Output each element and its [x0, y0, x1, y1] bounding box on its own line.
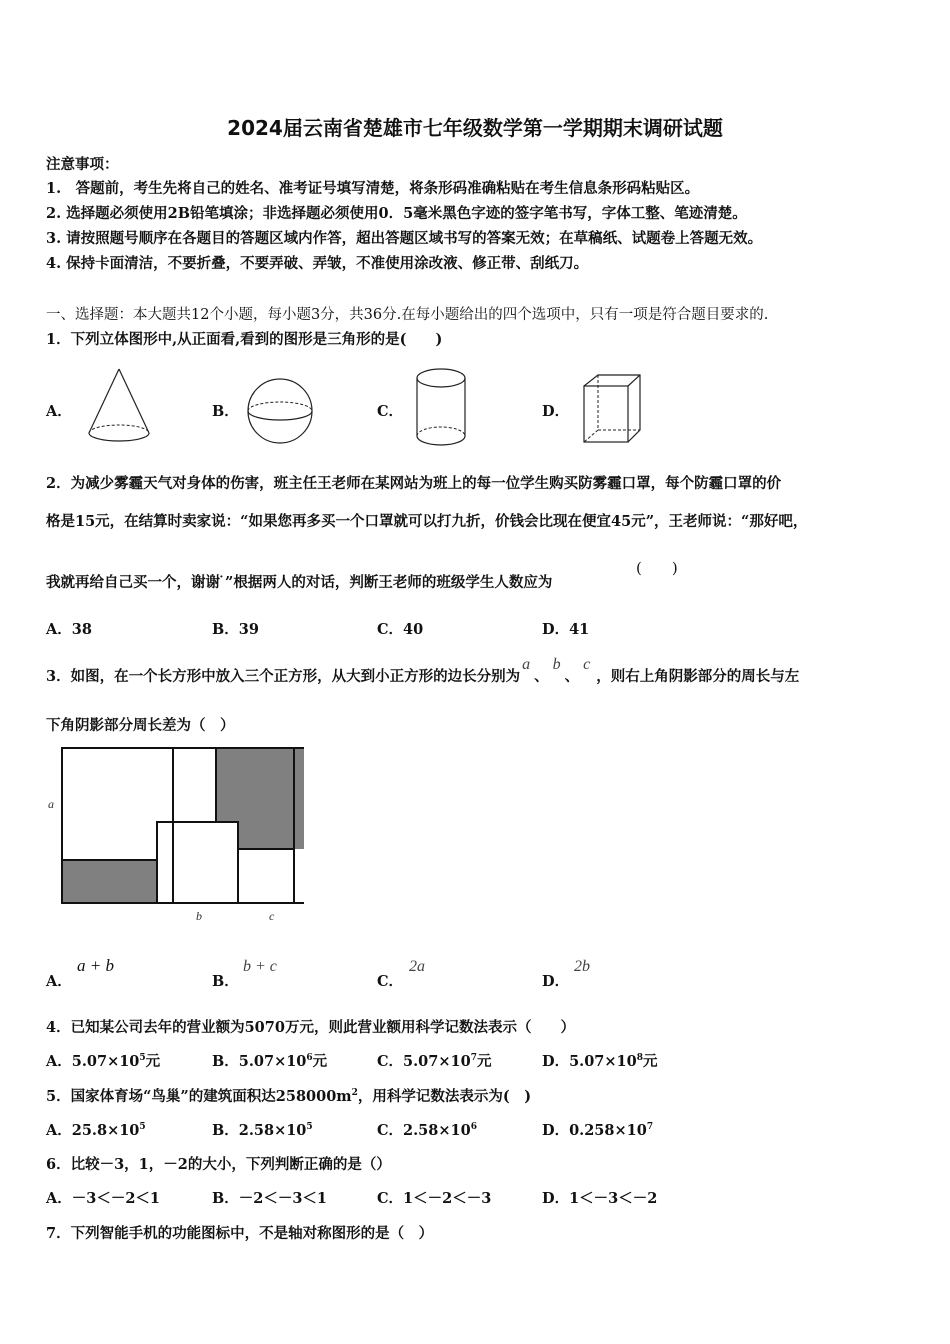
question-6: 6．比较－3，1，－2的大小，下列判断正确的是（） [46, 1156, 391, 1173]
question-1: 1．下列立体图形中,从正面看,看到的图形是三角形的是( ) [46, 331, 443, 348]
question-4: 4．已知某公司去年的营业额为5070万元，则此营业额用科学记数法表示（ ） [46, 1019, 575, 1036]
option-a: A．$25.8\times 10^5$ [46, 1122, 146, 1139]
option-b: B．$2.58\times 10^5$ [212, 1122, 313, 1139]
separator: 、 [564, 668, 580, 685]
sphere-icon [245, 375, 315, 447]
option-d: D．1＜－3＜－2 [542, 1190, 658, 1207]
var-a: a [522, 656, 531, 673]
option-c-value: 2a [409, 958, 425, 975]
option-b: B．39 [212, 621, 259, 638]
option-d: D．$5.07\times 10^8$元 [542, 1053, 658, 1070]
option-a: A．38 [46, 621, 92, 638]
question-3-line2: 下角阴影部分周长差为（ ） [46, 717, 235, 734]
note-item: 1. 答题前，考生先将自己的姓名、准考证号填写清楚，将条形码准确粘贴在考生信息条形码粘贴区。 [46, 180, 700, 197]
option-b: B．－2＜－3＜1 [212, 1190, 328, 1207]
option-a-label: A． [46, 403, 72, 420]
question-3-line1 [46, 656, 800, 686]
option-d-label: D． [542, 403, 570, 420]
option-a: A．－3＜－2＜1 [46, 1190, 161, 1207]
option-c-label: C． [377, 403, 404, 420]
question-3-pre: 3．如图，在一个长方形中放入三个正方形，从大到小正方形的边长分别为 [46, 668, 521, 685]
option-c: C．1＜－2＜－3 [377, 1190, 492, 1207]
var-c: c [583, 656, 591, 673]
notes-heading: 注意事项： [46, 156, 119, 173]
option-a: A．$5.07\times 10^5$元 [46, 1053, 161, 1070]
question-5: 5．国家体育场“鸟巢”的建筑面积达$258000m^2$，用科学记数法表示为( ) [46, 1088, 532, 1105]
question-2-line3: 我就再给自己买一个，谢谢 ̇”根据两人的对话，判断王老师的班级学生人数应为 [46, 574, 553, 591]
option-b: B．$5.07\times 10^6$元 [212, 1053, 328, 1070]
answer-paren: ( ) [636, 559, 678, 577]
rectangle-squares-figure [44, 742, 304, 927]
option-d-label: D． [542, 973, 570, 990]
option-a-label: A． [46, 973, 72, 990]
var-b: b [552, 656, 561, 673]
option-b-label: B． [212, 973, 239, 990]
question-3-post: ，则右上角阴影部分的周长与左 [596, 668, 800, 685]
page-title: 2024届云南省楚雄市七年级数学第一学期期末调研试题 [227, 116, 723, 140]
question-2-line1: 2．为减少雾霾天气对身体的伤害，班主任王老师在某网站为班上的每一位学生购买防雾霾口罩，每个防霾口罩的价 [46, 475, 782, 492]
option-c: C．40 [377, 621, 424, 638]
cube-icon [580, 372, 646, 446]
option-b-value: b + c [243, 958, 277, 975]
figure-label-a: a [48, 797, 54, 811]
question-7: 7．下列智能手机的功能图标中，不是轴对称图形的是（ ） [46, 1225, 434, 1242]
option-c: C．$2.58\times 10^6$ [377, 1122, 477, 1139]
question-2-line2: 格是15元，在结算时卖家说：“如果您再多买一个口罩就可以打九折，价钱会比现在便宜45元”，王老师说：“那好吧， [46, 513, 808, 530]
option-d: D．41 [542, 621, 590, 638]
figure-label-b: b [196, 909, 202, 923]
option-c-label: C． [377, 973, 404, 990]
figure-label-c: c [269, 909, 275, 923]
section-heading: 一、选择题：本大题共12个小题，每小题3分，共36分.在每小题给出的四个选项中，只有一项是符合题目要求的. [46, 307, 769, 323]
cone-icon [84, 366, 154, 448]
option-d: D．$0.258\times 10^7$ [542, 1122, 654, 1139]
note-item: 3. 请按照题号顺序在各题目的答题区域内作答，超出答题区域书写的答案无效；在草稿纸、试题卷上答题无效。 [46, 230, 763, 247]
option-c: C．$5.07\times 10^7$元 [377, 1053, 492, 1070]
option-d-value: 2b [574, 958, 590, 975]
separator: 、 [534, 668, 549, 685]
note-item: 2. 选择题必须使用2B铅笔填涂；非选择题必须使用0．5毫米黑色字迹的签字笔书写，字体工整、笔迹清楚。 [46, 205, 747, 222]
note-item: 4. 保持卡面清洁，不要折叠，不要弄破、弄皱，不准使用涂改液、修正带、刮纸刀。 [46, 255, 589, 272]
option-a-value: a + b [77, 956, 114, 975]
option-b-label: B． [212, 403, 239, 420]
cylinder-icon [412, 366, 470, 450]
